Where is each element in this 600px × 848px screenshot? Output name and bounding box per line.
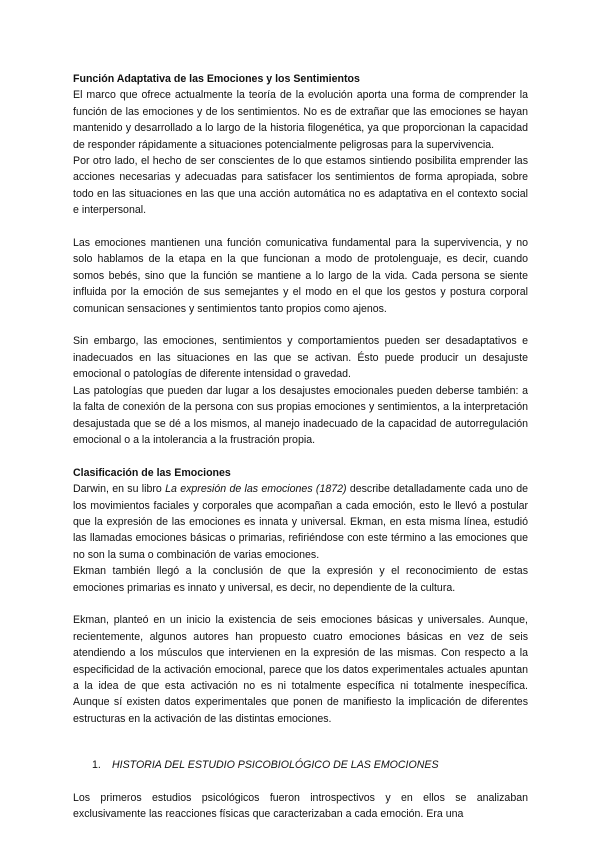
section-title-clasificacion: Clasificación de las Emociones xyxy=(73,466,231,479)
paragraph: Las emociones mantienen una función comunicativa fundamental para la supervivencia, y no solo hablamos de la etapa en la que funcionan a modo de protolenguaje, es decir, cuando somos bebés, sino que la función se mantiene a lo largo de la vida. Cada persona se siente influida por la emoción de sus semejantes y el modo en el que los gestos y postura corporal comunican sensaciones y sentimientos tanto propios como ajenos. xyxy=(73,237,528,315)
paragraph: Las patologías que pueden dar lugar a los desajustes emocionales pueden deberse también: a la falta de conexión de la persona con sus propias emociones y sentimientos, a la interpretación desajustada que se dé a los mismos, al manejo inadecuado de la capacidad de autorregulación emocional o a la intolerancia a la frustración propia. xyxy=(73,384,528,446)
paragraph: Ekman, planteó en un inicio la existencia de seis emociones básicas y universales. Aunque, recientemente, algunos autores han propuesto cuatro emociones básicas en vez de seis atendiendo a los músculos que intervienen en la expresión de las mismas. Con respecto a la especificidad de la activación emocional, parece que los datos experimentales actuales apuntan a la idea de que esta activación no es ni totalmente específica ni totalmente inespecífica. Aunque sí existen datos experimentales que ponen de manifiesto la implicación de diferentes estructuras en la activación de las distintas emociones. xyxy=(73,614,528,725)
text-run: describe detalladamente cada uno de los movimientos faciales y corporales que acompañan a cada emoción, esto le llevó a postular que la expresión de las emociones es innata y universal. Ekman, en esta misma línea, estudió las llamadas emociones básicas o primarias, refiriéndose con este término a las emociones que no son la suma o combinación de varias emociones. xyxy=(73,483,528,561)
numbered-heading-historia xyxy=(73,757,528,773)
paragraph-spacer xyxy=(73,317,528,333)
paragraph-spacer xyxy=(73,727,528,757)
paragraph: El marco que ofrece actualmente la teoría de la evolución aporta una forma de comprender la función de las emociones y de los sentimientos. No es de extrañar que las emociones se hayan mantenido y desarrollado a lo largo de la historia filogenética, ya que proporcionan la capacidad de responder rápidamente a situaciones potencialmente peligrosas para la supervivencia. xyxy=(73,89,528,151)
paragraph: Sin embargo, las emociones, sentimientos y comportamientos pueden ser desadaptativos e inadecuados en las situaciones en las que se activan. Ésto puede producir un desajuste emocional o patologías de diferente intensidad o gravedad. xyxy=(73,335,528,381)
paragraph-spacer xyxy=(73,219,528,235)
text-run: Darwin, en su libro xyxy=(73,483,166,496)
paragraph: Por otro lado, el hecho de ser conscientes de lo que estamos sintiendo posibilita emprender las acciones necesarias y adecuadas para satisfacer los sentimientos de forma apropiada, sobre todo en las situaciones en las que una acción automática no es adaptativa en el contexto social e interpersonal. xyxy=(73,155,528,217)
heading-text: HISTORIA DEL ESTUDIO PSICOBIOLÓGICO DE LAS EMOCIONES xyxy=(112,759,439,772)
paragraph-spacer xyxy=(73,596,528,612)
section-title-funcion-adaptativa: Función Adaptativa de las Emociones y los Sentimientos xyxy=(73,73,360,85)
paragraph: Ekman también llegó a la conclusión de que la expresión y el reconocimiento de estas emociones primarias es innato y universal, es decir, no dependiente de la cultura. xyxy=(73,565,528,594)
paragraph-spacer xyxy=(73,448,528,464)
book-title: La expresión de las emociones (1872) xyxy=(165,483,347,496)
paragraph: Los primeros estudios psicológicos fueron introspectivos y en ellos se analizaban exclusivamente las reacciones físicas que caracterizaban a cada emoción. Era una xyxy=(73,791,528,821)
document-body xyxy=(73,71,528,823)
paragraph xyxy=(73,481,528,563)
heading-number: 1. xyxy=(92,759,101,772)
paragraph-spacer xyxy=(73,774,528,790)
